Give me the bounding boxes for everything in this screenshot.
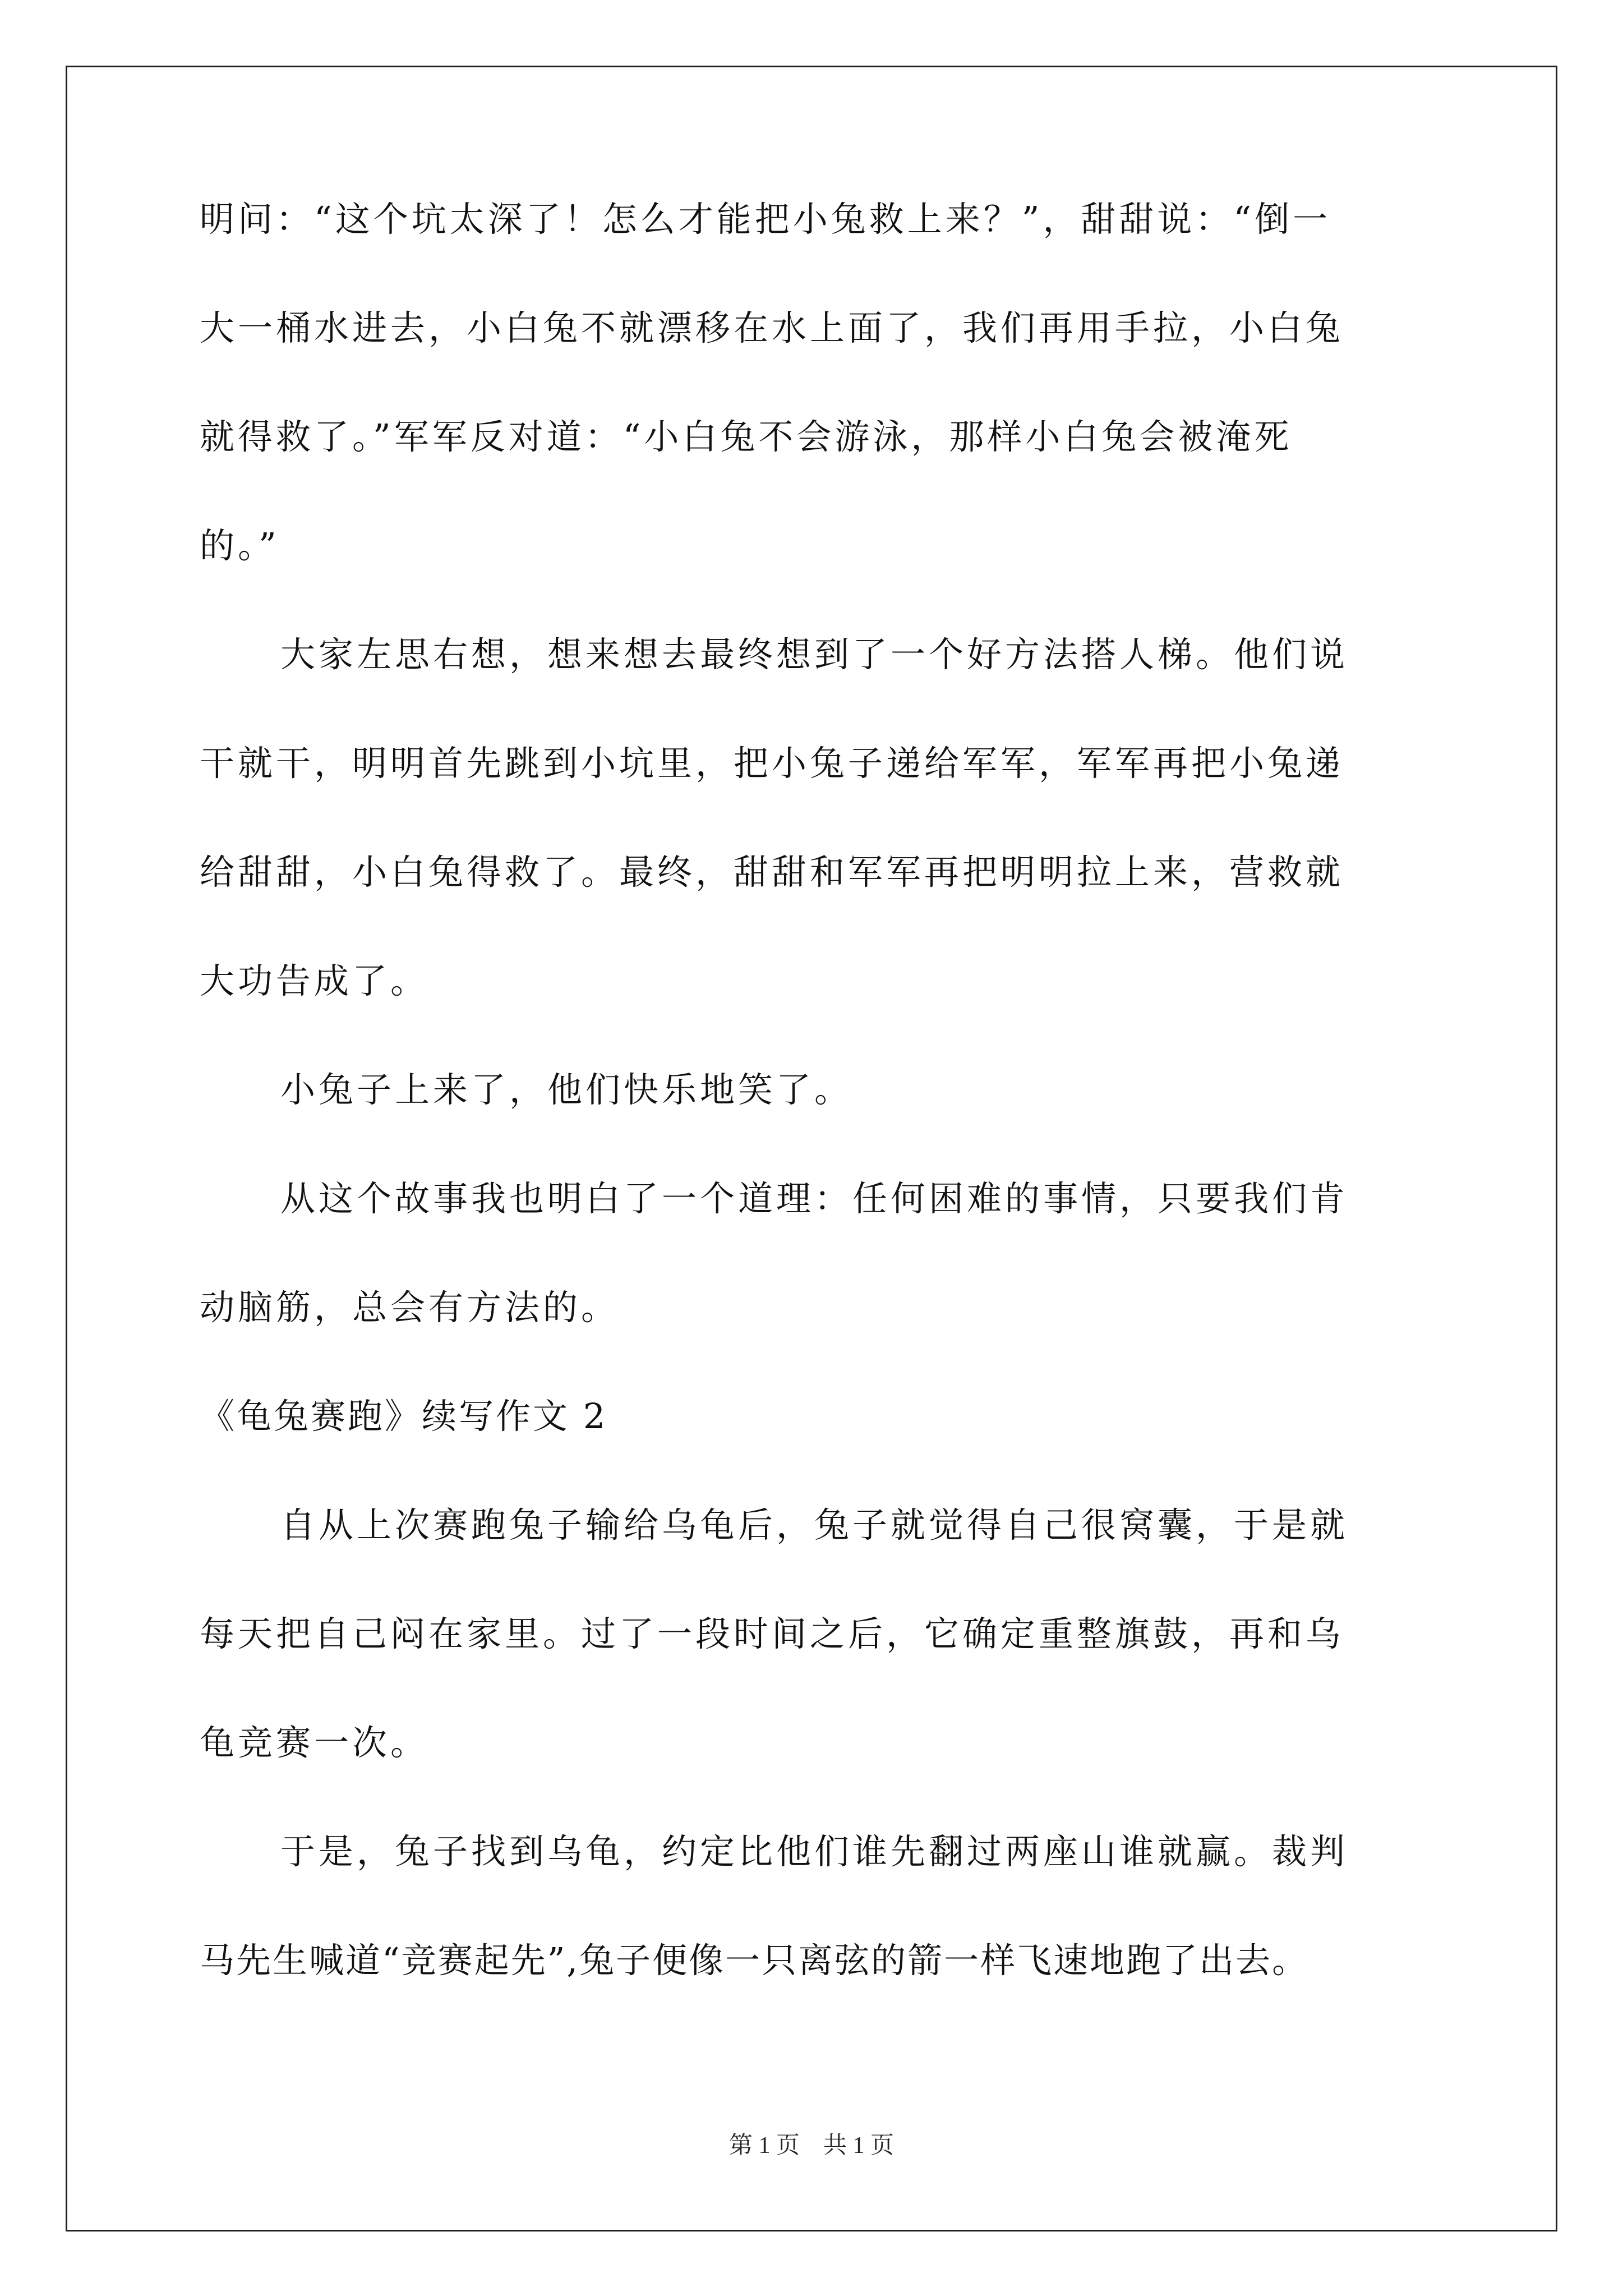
text-line: 动脑筋，总会有方法的。 <box>200 1287 620 1328</box>
page-border <box>66 66 1557 2231</box>
paragraph-first-line: 小兔子上来了，他们快乐地笑了。 <box>280 1069 853 1110</box>
text-line: 明问：“这个坑太深了！怎么才能把小兔救上来？”，甜甜说：“倒一 <box>200 199 1331 240</box>
text-line: 每天把自己闷在家里。过了一段时间之后，它确定重整旗鼓，再和乌 <box>200 1613 1344 1654</box>
text-line: 给甜甜，小白兔得救了。最终，甜甜和军军再把明明拉上来，营救就 <box>200 852 1344 892</box>
text-line: 大功告成了。 <box>200 960 429 1001</box>
text-line: 马先生喊道“竞赛起先”,兔子便像一只离弦的箭一样飞速地跑了出去。 <box>200 1940 1309 1981</box>
paragraph-first-line: 大家左思右想，想来想去最终想到了一个好方法搭人梯。他们说 <box>280 634 1349 675</box>
page-footer: 第 1 页 共 1 页 <box>728 2133 894 2159</box>
paragraph-first-line: 于是，兔子找到乌龟，约定比他们谁先翻过两座山谁就赢。裁判 <box>280 1831 1349 1872</box>
text-line: 就得救了。”军军反对道：“小白兔不会游泳，那样小白兔会被淹死 <box>200 416 1293 457</box>
paragraph-first-line: 从这个故事我也明白了一个道理：任何困难的事情，只要我们肯 <box>280 1178 1349 1219</box>
section-title: 《龟兔赛跑》续写作文 2 <box>200 1396 608 1437</box>
text-line: 大一桶水进去，小白兔不就漂移在水上面了，我们再用手拉，小白兔 <box>200 307 1344 348</box>
text-line: 龟竞赛一次。 <box>200 1722 429 1763</box>
text-line: 的。” <box>200 525 280 566</box>
text-line: 干就干，明明首先跳到小坑里，把小兔子递给军军，军军再把小兔递 <box>200 743 1344 784</box>
paragraph-first-line: 自从上次赛跑兔子输给乌龟后，兔子就觉得自己很窝囊，于是就 <box>280 1504 1349 1545</box>
